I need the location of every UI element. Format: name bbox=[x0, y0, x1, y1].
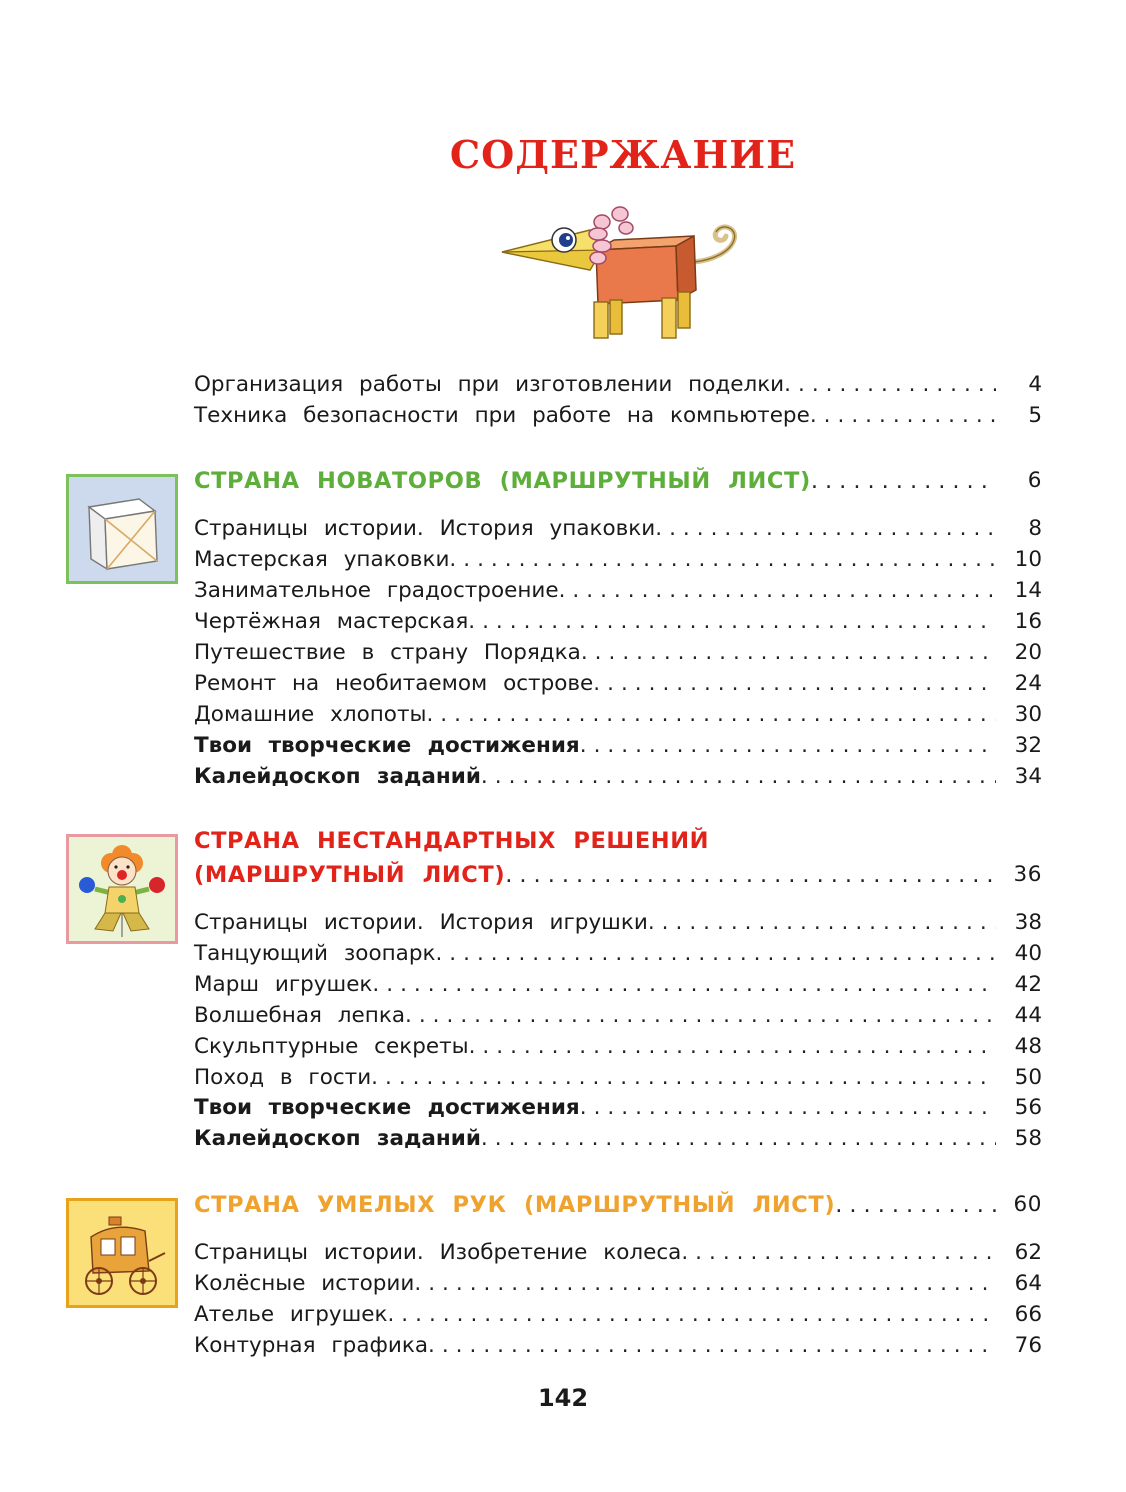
toc-entry[interactable] bbox=[194, 403, 1042, 435]
dot-leader bbox=[435, 941, 996, 966]
toc-entry[interactable] bbox=[194, 578, 1042, 610]
cube-box-icon bbox=[69, 477, 175, 581]
page-title: СОДЕРЖАНИЕ bbox=[449, 132, 797, 177]
toc-entry-page: 16 bbox=[1014, 609, 1042, 634]
dot-leader bbox=[580, 733, 996, 758]
toc-entry-label: Организация работы при изготовлении поделки bbox=[194, 372, 785, 397]
toc-entry-label: Путешествие в страну Порядка bbox=[194, 640, 581, 665]
section-heading-label: СТРАНА УМЕЛЫХ РУК (МАРШРУТНЫЙ ЛИСТ) bbox=[194, 1192, 836, 1218]
toc-entry-page: 8 bbox=[1028, 516, 1042, 541]
section-heading-line1[interactable] bbox=[194, 828, 954, 854]
toc-entry[interactable] bbox=[194, 1240, 1042, 1272]
dot-leader bbox=[681, 1240, 996, 1265]
carriage-icon bbox=[69, 1201, 175, 1305]
toc-entry[interactable] bbox=[194, 910, 1042, 942]
toc-entry[interactable] bbox=[194, 764, 1042, 796]
toc-entry-label: Поход в гости bbox=[194, 1064, 372, 1090]
dot-leader bbox=[648, 910, 996, 935]
dot-leader bbox=[428, 1333, 996, 1358]
dot-leader bbox=[426, 702, 996, 727]
toc-entry[interactable] bbox=[194, 640, 1042, 672]
toc-entry-label: Техника безопасности при работе на компьютере bbox=[194, 403, 810, 428]
toc-entry-page: 66 bbox=[1014, 1302, 1042, 1327]
dot-leader bbox=[559, 578, 996, 603]
toc-entry[interactable] bbox=[194, 547, 1042, 579]
toc-entry[interactable] bbox=[194, 733, 1042, 765]
toc-entry-page: 76 bbox=[1014, 1333, 1042, 1358]
dot-leader bbox=[581, 640, 996, 665]
section-heading-label: СТРАНА НОВАТОРОВ (МАРШРУТНЫЙ ЛИСТ) bbox=[194, 468, 811, 494]
toc-entry-page: 30 bbox=[1014, 702, 1042, 727]
section-heading[interactable] bbox=[194, 468, 1042, 502]
dot-leader bbox=[405, 1003, 996, 1028]
section-thumbnail bbox=[66, 1198, 178, 1308]
toc-entry[interactable] bbox=[194, 1034, 1042, 1066]
toc-entry-page: 20 bbox=[1014, 640, 1042, 665]
toc-entry-label: Страницы истории. История игрушки bbox=[194, 910, 648, 935]
toc-entry-label: Калейдоскоп заданий bbox=[194, 764, 481, 789]
toc-entry-page: 56 bbox=[1014, 1095, 1042, 1121]
toc-entry[interactable] bbox=[194, 1333, 1042, 1365]
dot-leader bbox=[481, 1126, 996, 1151]
toc-entry[interactable] bbox=[194, 671, 1042, 703]
dot-leader bbox=[505, 862, 996, 888]
toc-entry-page: 64 bbox=[1014, 1271, 1042, 1296]
toc-entry-page: 42 bbox=[1014, 971, 1042, 997]
toc-entry-label: Ремонт на необитаемом острове bbox=[194, 671, 594, 696]
toc-entry-label: Твои творческие достижения bbox=[194, 1095, 580, 1121]
dot-leader bbox=[835, 1192, 996, 1218]
dot-leader bbox=[371, 1065, 996, 1090]
toc-entry-label: Марш игрушек bbox=[194, 971, 373, 997]
dot-leader bbox=[469, 1034, 996, 1059]
section-heading[interactable] bbox=[194, 862, 1042, 896]
toc-entry-label: Калейдоскоп заданий bbox=[194, 1126, 481, 1152]
section-thumbnail bbox=[66, 834, 178, 944]
toc-entry-page: 50 bbox=[1014, 1064, 1042, 1090]
toc-entry-label: Скульптурные секреты bbox=[194, 1033, 469, 1059]
section-heading-label: (МАРШРУТНЫЙ ЛИСТ) bbox=[194, 862, 506, 888]
toc-entry[interactable] bbox=[194, 972, 1042, 1004]
toc-entry-page: 36 bbox=[1013, 862, 1042, 887]
toc-entry-page: 32 bbox=[1014, 733, 1042, 758]
paper-animal-illustration bbox=[498, 200, 750, 348]
page-number: 142 bbox=[537, 1384, 589, 1412]
toc-entry-label: Страницы истории. Изобретение колеса bbox=[194, 1240, 682, 1265]
toc-entry-page: 24 bbox=[1014, 671, 1042, 696]
section-heading[interactable] bbox=[194, 1192, 1042, 1226]
section-heading-label: СТРАНА НЕСТАНДАРТНЫХ РЕШЕНИЙ bbox=[194, 828, 710, 854]
toc-entry-label: Домашние хлопоты bbox=[194, 702, 427, 727]
toc-entry-page: 40 bbox=[1014, 940, 1042, 966]
toc-entry-page: 58 bbox=[1014, 1126, 1042, 1152]
toc-entry[interactable] bbox=[194, 1126, 1042, 1158]
dot-leader bbox=[387, 1302, 996, 1327]
dot-leader bbox=[593, 671, 996, 696]
toc-entry-label: Мастерская упаковки bbox=[194, 547, 450, 572]
toc-entry[interactable] bbox=[194, 1003, 1042, 1035]
toc-entry-label: Волшебная лепка bbox=[194, 1002, 405, 1028]
toc-entry-label: Занимательное градостроение bbox=[194, 578, 559, 603]
toc-entry-page: 5 bbox=[1028, 403, 1042, 428]
toc-entry[interactable] bbox=[194, 1065, 1042, 1097]
toc-entry[interactable] bbox=[194, 1302, 1042, 1334]
toc-entry-page: 60 bbox=[1013, 1192, 1042, 1217]
dot-leader bbox=[449, 547, 996, 572]
toc-entry-label: Твои творческие достижения bbox=[194, 733, 580, 758]
toc-entry-label: Колёсные истории bbox=[194, 1271, 415, 1296]
toc-entry-page: 34 bbox=[1014, 764, 1042, 789]
dot-leader bbox=[784, 372, 996, 397]
toc-entry[interactable] bbox=[194, 1095, 1042, 1127]
toc-entry-label: Чертёжная мастерская bbox=[194, 609, 469, 634]
toc-entry[interactable] bbox=[194, 702, 1042, 734]
toc-entry-page: 4 bbox=[1028, 372, 1042, 397]
toc-entry-page: 6 bbox=[1027, 468, 1042, 493]
dot-leader bbox=[811, 468, 996, 494]
toc-entry-page: 14 bbox=[1014, 578, 1042, 603]
toc-entry-label: Ателье игрушек bbox=[194, 1302, 388, 1327]
toc-entry[interactable] bbox=[194, 516, 1042, 548]
dot-leader bbox=[372, 972, 996, 997]
dot-leader bbox=[481, 764, 996, 789]
toc-entry[interactable] bbox=[194, 1271, 1042, 1303]
clown-toy-icon bbox=[69, 837, 175, 941]
toc-entry-page: 10 bbox=[1014, 547, 1042, 572]
dot-leader bbox=[468, 609, 996, 634]
toc-entry-label: Страницы истории. История упаковки bbox=[194, 516, 656, 541]
toc-entry-page: 44 bbox=[1014, 1002, 1042, 1028]
toc-entry-label: Танцующий зоопарк bbox=[194, 940, 436, 966]
section-thumbnail bbox=[66, 474, 178, 584]
dot-leader bbox=[655, 516, 996, 541]
toc-entry[interactable] bbox=[194, 372, 1042, 404]
dot-leader bbox=[810, 403, 996, 428]
toc-entry[interactable] bbox=[194, 941, 1042, 973]
toc-entry-page: 62 bbox=[1014, 1240, 1042, 1265]
toc-entry-label: Контурная графика bbox=[194, 1333, 429, 1358]
dot-leader bbox=[580, 1095, 996, 1120]
dot-leader bbox=[414, 1271, 996, 1296]
toc-entry-page: 38 bbox=[1014, 910, 1042, 935]
toc-entry-page: 48 bbox=[1014, 1033, 1042, 1059]
toc-entry[interactable] bbox=[194, 609, 1042, 641]
